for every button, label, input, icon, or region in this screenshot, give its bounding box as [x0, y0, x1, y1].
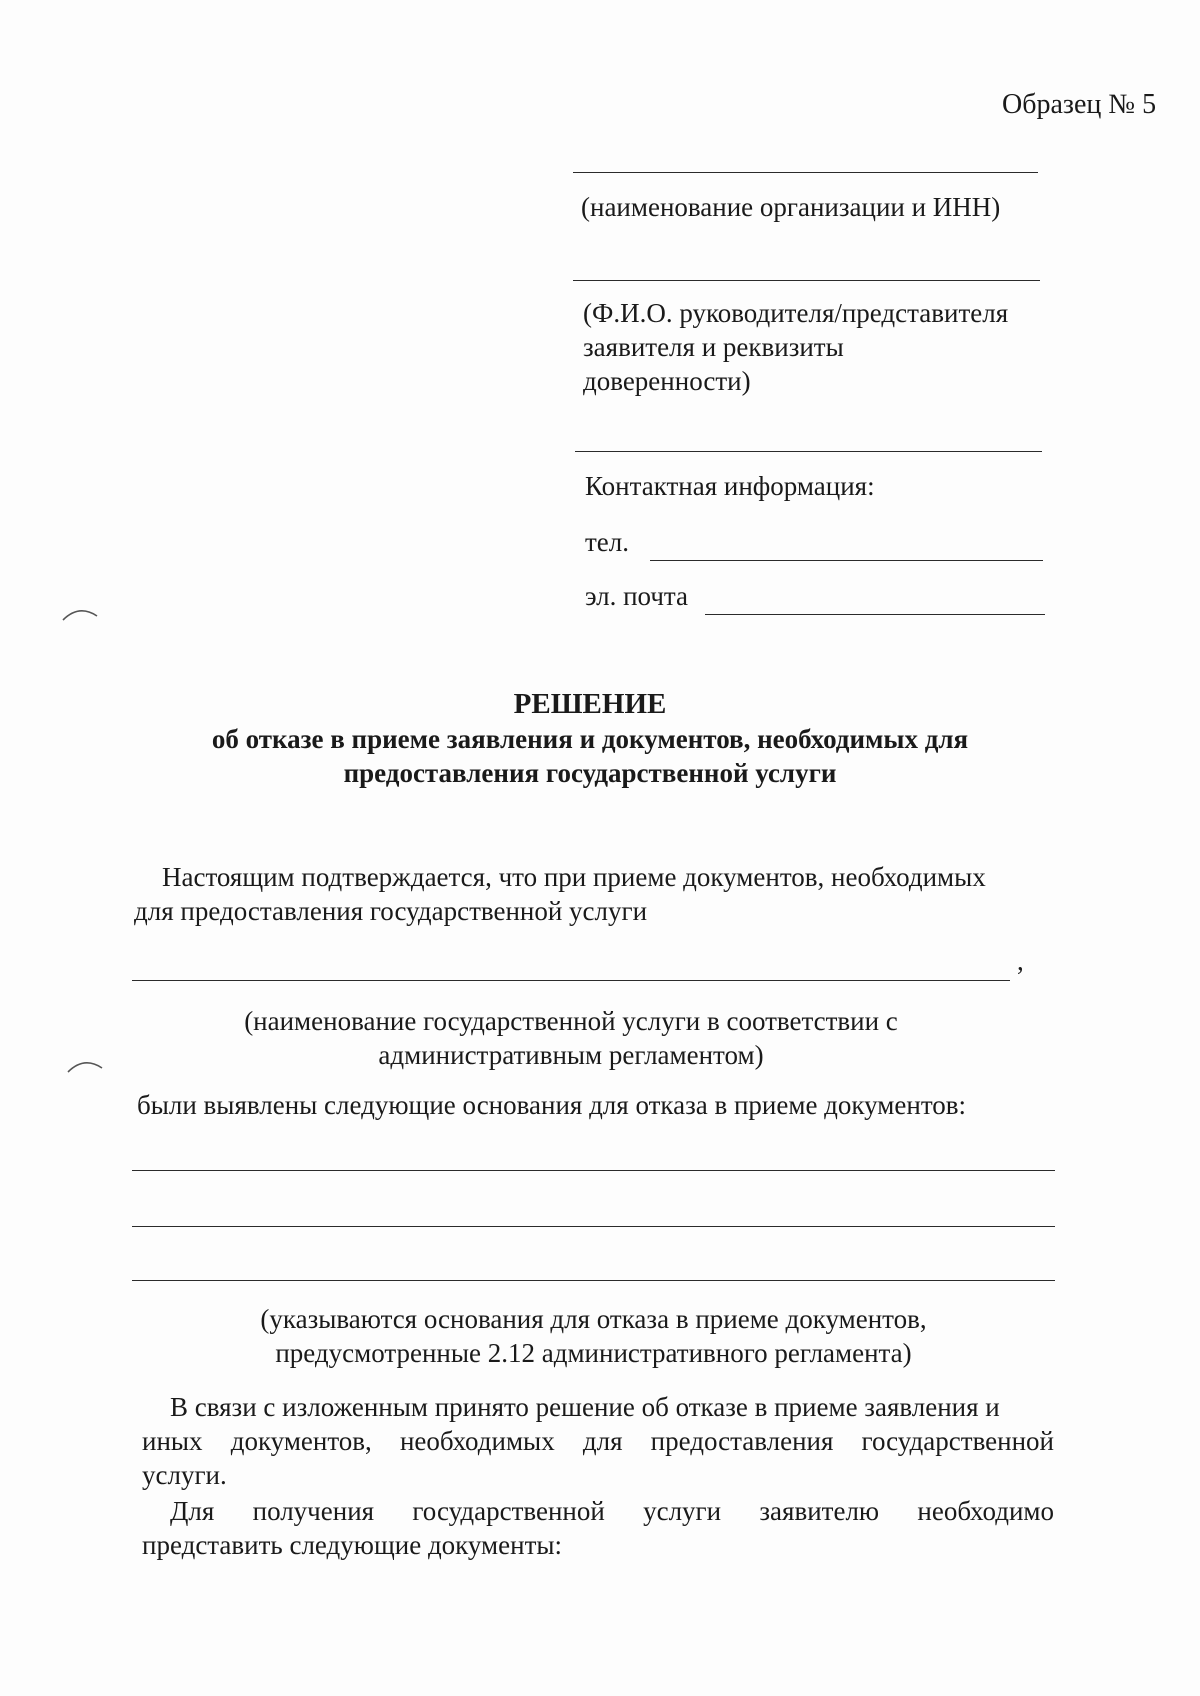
- org-name-caption: (наименование организации и ИНН): [581, 192, 1001, 222]
- service-name-comma: ,: [1017, 946, 1024, 976]
- decision-text-line-3: услуги.: [142, 1460, 227, 1490]
- representative-line[interactable]: [573, 280, 1040, 281]
- grounds-line-1[interactable]: [132, 1170, 1055, 1171]
- decision-text-line-1: В связи с изложенным принято решение об отказе в приеме заявления и: [170, 1392, 1000, 1422]
- email-field-line[interactable]: [705, 614, 1045, 615]
- org-name-line[interactable]: [573, 172, 1038, 173]
- service-caption-line-1: (наименование государственной услуги в соответствии с: [244, 1006, 898, 1036]
- required-docs-text-line-2: представить следующие документы:: [142, 1530, 563, 1560]
- grounds-line-2[interactable]: [132, 1226, 1055, 1227]
- contact-info-label: Контактная информация:: [585, 471, 875, 501]
- grounds-line-3[interactable]: [132, 1280, 1055, 1281]
- intro-text-line-1: Настоящим подтверждается, что при приеме документов, необходимых: [162, 862, 986, 892]
- document-subtitle-line-2: предоставления государственной услуги: [343, 758, 837, 788]
- grounds-caption-line-1: (указываются основания для отказа в приеме документов,: [260, 1304, 927, 1334]
- intro-text-line-2: для предоставления государственной услуги: [134, 896, 648, 926]
- decision-text-line-2: иных документов, необходимых для предоставления государственной: [142, 1426, 1054, 1456]
- contact-separator-line: [575, 451, 1042, 452]
- sample-number-label: Образец № 5: [1002, 89, 1157, 120]
- phone-label: тел.: [585, 527, 630, 557]
- representative-caption-line-3: доверенности): [583, 366, 751, 396]
- representative-caption-line-2: заявителя и реквизиты: [583, 332, 844, 362]
- service-name-line-1[interactable]: [132, 980, 1010, 981]
- punch-hole-mark-bottom: [66, 1054, 106, 1076]
- document-title: РЕШЕНИЕ: [513, 688, 667, 720]
- required-docs-text-line-1: Для получения государственной услуги заявителю необходимо: [170, 1496, 1054, 1526]
- document-subtitle-line-1: об отказе в приеме заявления и документов, необходимых для: [211, 724, 969, 754]
- representative-caption-line-1: (Ф.И.О. руководителя/представителя: [583, 298, 1009, 328]
- grounds-intro-text: были выявлены следующие основания для отказа в приеме документов:: [137, 1090, 967, 1120]
- phone-field-line[interactable]: [650, 560, 1043, 561]
- grounds-caption-line-2: предусмотренные 2.12 административного регламента): [275, 1338, 912, 1368]
- email-label: эл. почта: [585, 581, 689, 611]
- punch-hole-mark-top: [61, 602, 101, 624]
- service-caption-line-2: административным регламентом): [378, 1040, 764, 1070]
